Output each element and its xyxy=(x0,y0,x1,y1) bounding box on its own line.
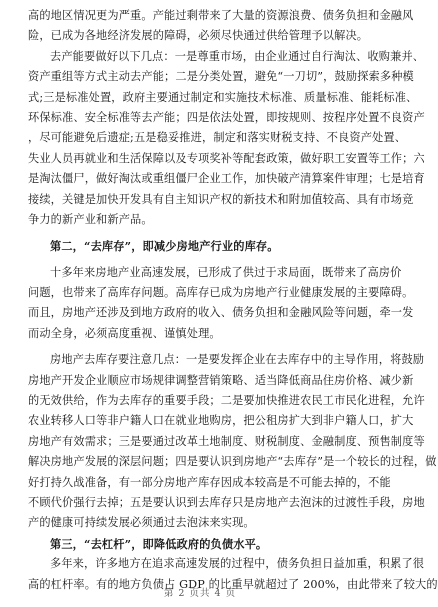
text-line: 高的杠杆率。有的地方负债占 GDP 的比重早就超过了 200%，由此带来了较大的 xyxy=(28,577,438,591)
text-line: 去产能要做好以下几点：一是尊重市场，由企业通过自行淘汰、收购兼并、 xyxy=(50,49,425,63)
text-line: 的无效供给，作为去库存的重要手段；二是要加快推进农民工市民化进程，允许 xyxy=(28,394,425,408)
text-line: 房地产有效需求；三是要通过改革土地制度、财税制度、金融制度、预售制度等 xyxy=(28,434,425,448)
text-line: 而且，房地产还涉及到地方政府的收入、债务负担和金融风险等问题，牵一发 xyxy=(28,306,414,320)
text-line: 房地产开发企业顺应市场规律调整营销策略、适当降低商品住房价格、减少新 xyxy=(28,373,414,387)
text-line: ，尽可能避免后遗症;五是稳妥推进，制定和落实财税支持、不良资产处置、 xyxy=(28,131,407,145)
text-line: 产的健康可持续发展必须通过去泡沫来实现。 xyxy=(28,516,255,530)
text-line: 多年来，许多地方在追求高速发展的过程中，债务负担日益加重，积累了很 xyxy=(50,557,425,571)
text-line: 环保标准、安全标准等去产能；四是依法处置，即按规则、按程序处置不良资产 xyxy=(28,110,425,124)
body-text xyxy=(28,6,438,595)
text-line: 险，已成为各地经济发展的障碍，必须尽快通过供给管理予以解决。 xyxy=(28,29,369,43)
text-line: 而动全身，必须高度重视、谨慎处理。 xyxy=(28,326,221,340)
text-line: 式;三是标准处置，政府主要通过制定和实施技术标准、质量标准、能耗标准、 xyxy=(28,90,418,104)
text-line: 好打持久战准备，有一部分房地产库存因成本较高是不可能去掉的，不能 xyxy=(28,475,391,489)
text-line: 接续，关键是加快开发具有自主知识产权的新技术和附加值较高、具有市场竞 xyxy=(28,192,414,206)
text-line: 房地产去库存要注意几点：一是要发挥企业在去库存中的主导作用，将鼓励 xyxy=(50,353,425,367)
page-footer: 第 2 页共 4 页 xyxy=(163,588,237,599)
section-heading: 第三，“去杠杆”，即降低政府的负债水平。 xyxy=(50,536,268,551)
text-line: 资产重组等方式主动去产能；二是分类处置，避免“一刀切”，鼓励探索多种模 xyxy=(28,70,414,84)
text-line: 高的地区情况更为严重。产能过剩带来了大量的资源浪费、债务负担和金融风 xyxy=(28,9,414,22)
text-line: 十多年来房地产业高速发展，已形成了供过于求局面，既带来了高房价 xyxy=(50,265,402,279)
text-line: 不顾代价强行去掉；五是要认识到去库存只是房地产去泡沫的过渡性手段，房地 xyxy=(28,495,425,509)
text-line: 是淘汰僵尸，做好淘汰或重组僵尸企业工作，加快破产清算案件审理；七是培育 xyxy=(28,172,425,186)
text-line: 农业转移人口等非户籍人口在就业地购房，把公租房扩大到非户籍人口，扩大 xyxy=(28,414,414,428)
text-line: 解决房地产发展的深层问题；四是要认识到房地产“去库存”是一个较长的过程，做 xyxy=(28,455,437,469)
text-line: 争力的新产业和新产品。 xyxy=(28,212,153,226)
text-line: 问题，也带来了高库存问题。高库存已成为房地产行业健康发展的主要障碍。 xyxy=(28,286,414,300)
section-heading: 第二，“去库存”，即减少房地产行业的库存。 xyxy=(50,239,279,254)
text-line: 失业人员再就业和生活保障以及专项奖补等配套政策，做好职工安置等工作；六 xyxy=(28,151,425,165)
